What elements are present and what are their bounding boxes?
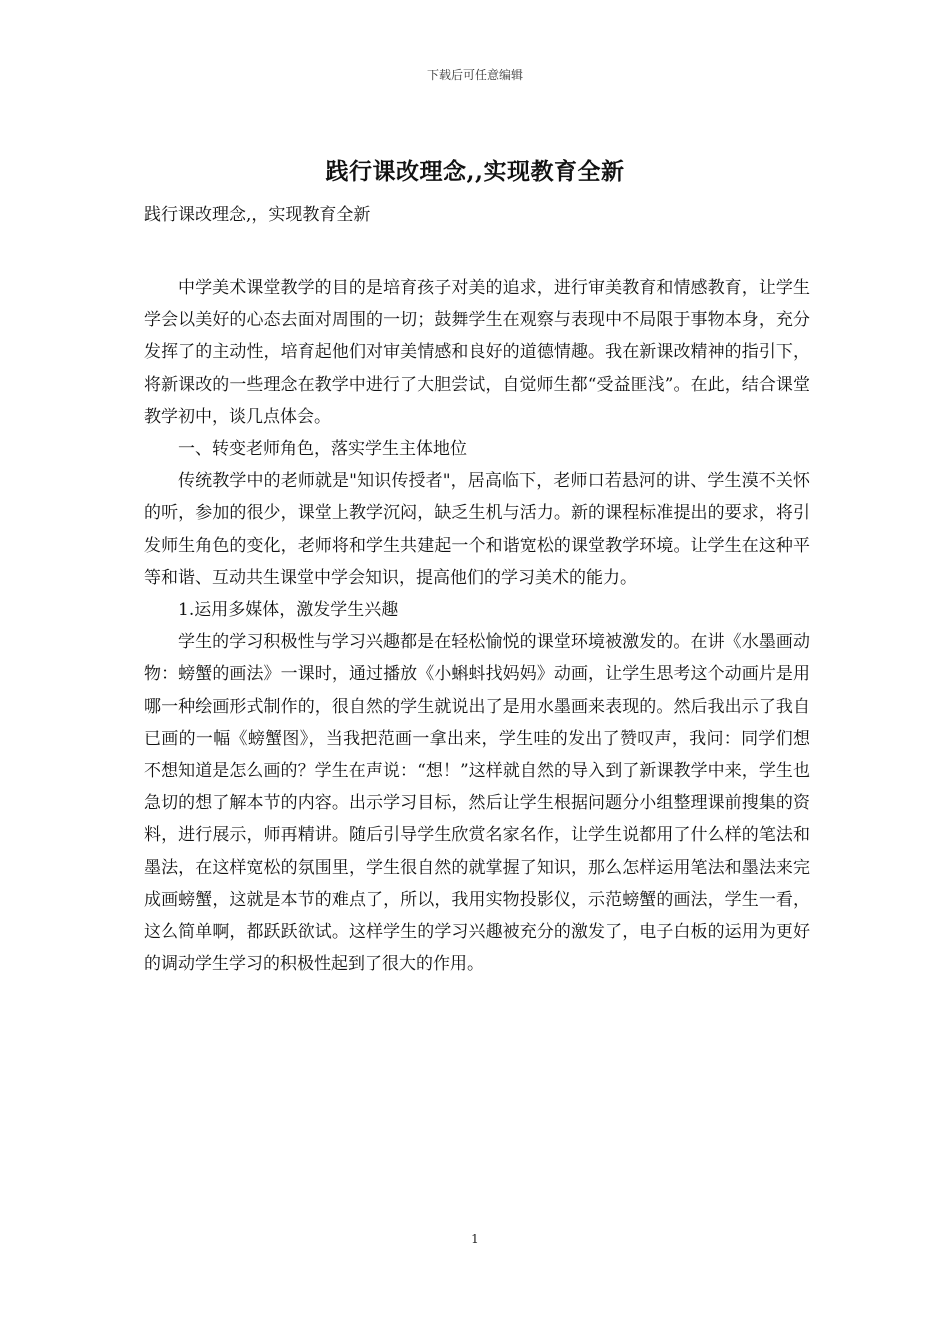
document-body xyxy=(144,272,810,980)
section-heading-1: 一、转变老师角色，落实学生主体地位 xyxy=(178,439,467,460)
paragraph-intro: 中学美术课堂教学的目的是培育孩子对美的追求，进行审美教育和情感教育，让学生学会以美好的心态去面对周围的一切；鼓舞学生在观察与表现中不局限于事物本身，充分发挥了的主动性，培育起他们对审美情感和良好的道德情趣。我在新课改精神的指引下，将新课改的一些理念在教学中进行了大胆尝试，自觉师生都“受益匪浅”。在此，结合课堂教学初中，谈几点体会。 xyxy=(144,278,810,427)
subsection-heading-1: 1.运用多媒体，激发学生兴趣 xyxy=(178,600,399,621)
header-note: 下载后可任意编辑 xyxy=(426,68,523,82)
document-title: 践行课改理念,,实现教育全新 xyxy=(325,158,625,185)
document-subtitle: 践行课改理念,，实现教育全新 xyxy=(144,205,371,225)
page-number: 1 xyxy=(471,1232,479,1246)
paragraph-traditional-teaching: 传统教学中的老师就是"知识传授者"，居高临下，老师口若悬河的讲、学生漠不关怀的听，参加的很少，课堂上教学沉闷，缺乏生机与活力。新的课程标准提出的要求，将引发师生角色的变化，老师将和学生共建起一个和谐宽松的课堂教学环境。让学生在这种平等和谐、互动共生课堂中学会知识，提高他们的学习美术的能力。 xyxy=(144,471,810,588)
paragraph-multimedia: 学生的学习积极性与学习兴趣都是在轻松愉悦的课堂环境被激发的。在讲《水墨画动物：螃蟹的画法》一课时，通过播放《小蝌蚪找妈妈》动画，让学生思考这个动画片是用哪一种绘画形式制作的，很自然的学生就说出了是用水墨画来表现的。然后我出示了我自已画的一幅《螃蟹图》，当我把范画一拿出来，学生哇的发出了赞叹声，我问：同学们想不想知道是怎么画的？学生在声说：“想！”这样就自然的导入到了新课教学中来，学生也急切的想了解本节的内容。出示学习目标，然后让学生根据问题分小组整理课前搜集的资料，进行展示，师再精讲。随后引导学生欣赏名家名作，让学生说都用了什么样的笔法和墨法，在这样宽松的氛围里，学生很自然的就掌握了知识，那么怎样运用笔法和墨法来完成画螃蟹，这就是本节的难点了，所以，我用实物投影仪，示范螃蟹的画法，学生一看，这么简单啊，都跃跃欲试。这样学生的学习兴趣被充分的激发了，电子白板的运用为更好的调动学生学习的积极性起到了很大的作用。 xyxy=(144,632,810,975)
